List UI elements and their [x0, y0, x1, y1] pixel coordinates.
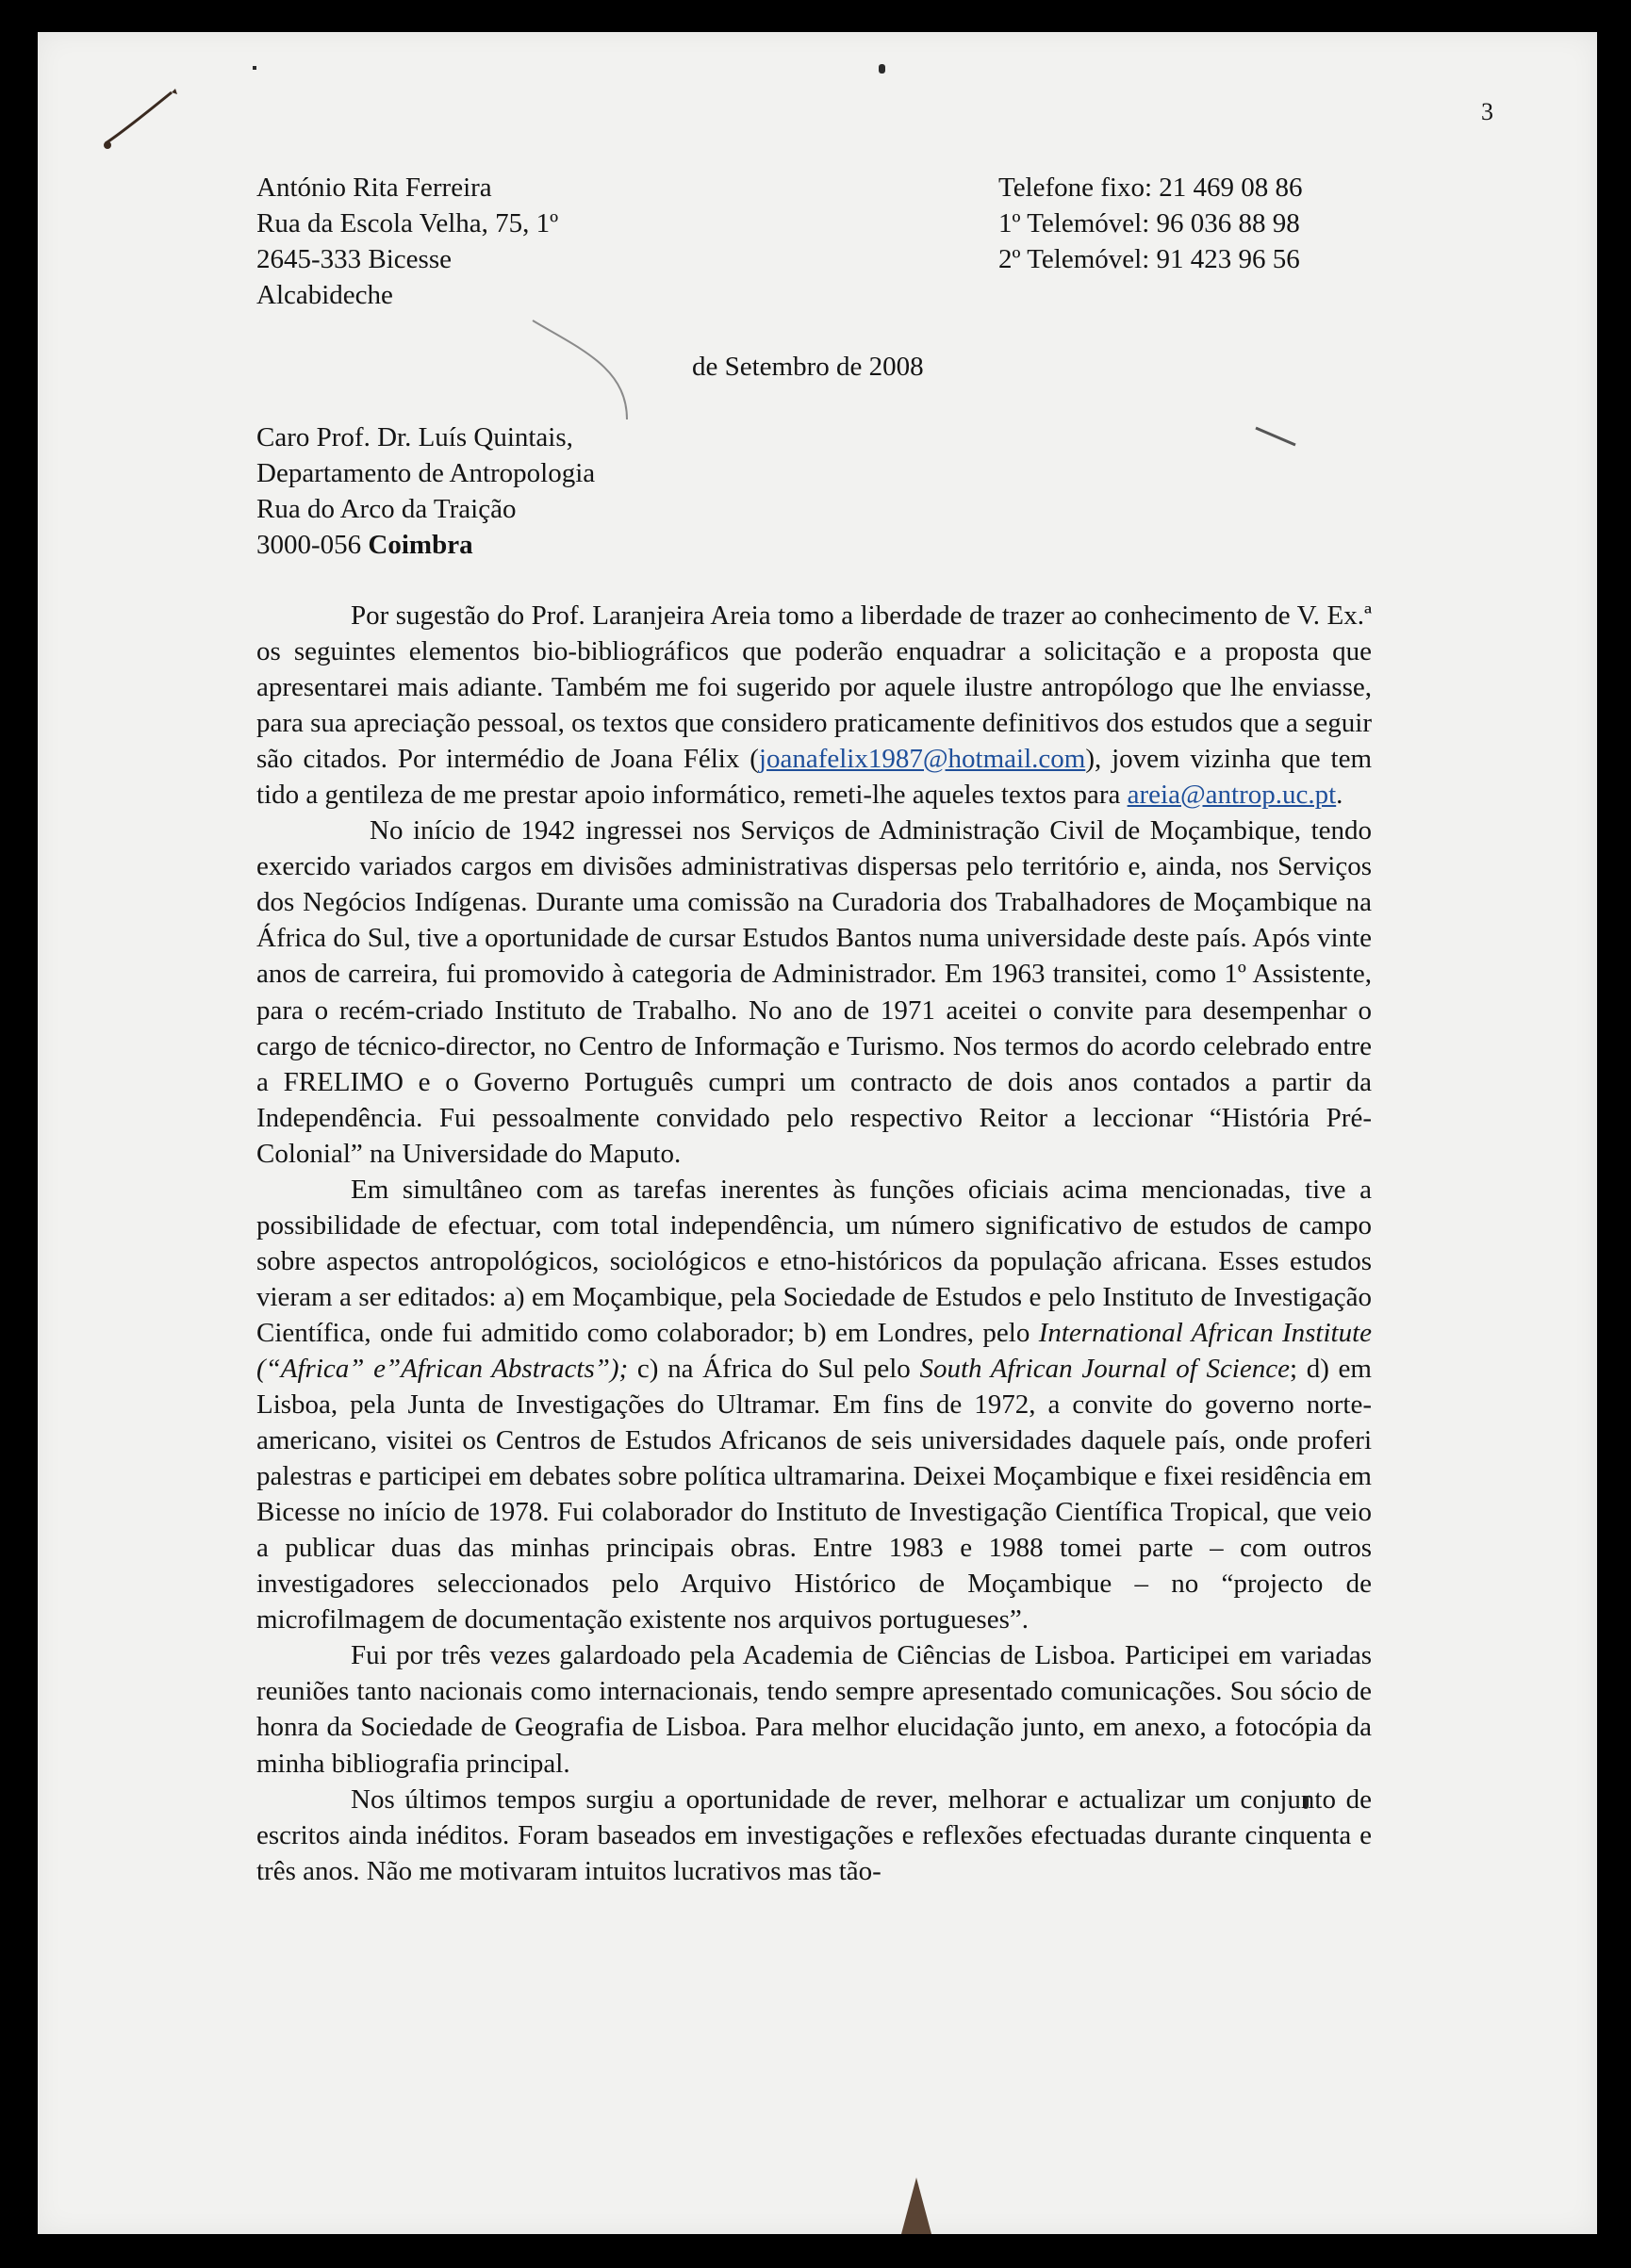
paragraph-career: No início de 1942 ingressei nos Serviços de Administração Civil de Moçambique, tendo exercido variados cargos em divisões administrativas dispersas pelo território e, ainda, nos Serviços dos Negócios Indígenas. Durante uma comissão na Curadoria dos Trabalhadores de Moçambique na África do Sul, tive a oportunidade de cursar Estudos Bantos numa universidade deste país. Após vinte anos de carreira, fui promovido à categoria de Administrador. Em 1963 transitei, como 1º Assistente, para o recém-criado Instituto de Trabalho. No ano de 1971 aceitei o convite para desempenhar o cargo de técnico-director, no Centro de Informação e Turismo. Nos termos do acordo celebrado entre a FRELIMO e o Governo Português cumpri um contracto de dois anos contados a partir da Independência. Fui pessoalmente convidado pelo respectivo Reitor a leccionar “História Pré-Colonial” na Universidade do Maputo.	[256, 815, 1372, 1169]
paragraph-studies-text-2: c) na África do Sul pelo	[628, 1353, 920, 1384]
email-link-areia[interactable]: areia@antrop.uc.pt	[1127, 780, 1337, 811]
paragraph-intro-text: Por sugestão do Prof. Laranjeira Areia tomo a liberdade de trazer ao conhecimento de V. Ex.ª os seguintes elementos bio-bibliográficos que poderão enquadrar a solicitação e a proposta que apresentarei mais adiante. Também me foi sugerido por aquele ilustre antropólogo que lhe enviasse, para sua apreciação pessoal, os textos que considero praticamente definitivos dos estudos que a seguir são citados. Por intermédio de Joana Félix (	[256, 600, 1372, 775]
recipient-city-line	[256, 527, 595, 563]
recipient-department: Departamento de Antropologia	[256, 458, 596, 488]
paragraph-studies-text: Em simultâneo com as tarefas inerentes às funções oficiais acima mencionadas, tive a possibilidade de efectuar, com total independência, um número significativo de estudos de campo sobre aspectos antropológicos, sociológicos e etno-históricos da população africana. Esses estudos vieram a ser editados: a) em Moçambique, pela Sociedade de Estudos e pelo Instituto de Investigação Científica, onde fui admitido como colaborador; b) em Londres, pelo	[256, 1174, 1372, 1348]
sender-street: Rua da Escola Velha, 75, 1º	[256, 208, 559, 238]
publisher-iai: International African Institute (“Africa” e”African Abstracts”);	[256, 1317, 1372, 1384]
phone-line: Telefone fixo: 21 469 08 86	[998, 173, 1303, 203]
paragraph-recent: Nos últimos tempos surgiu a oportunidade de rever, melhorar e actualizar um conjunto de escritos ainda inéditos. Foram baseados em investigações e reflexões efectuadas durante cinquenta e três anos. Não me motivaram intuitos lucrativos mas tão-	[256, 1783, 1372, 1886]
dust-speck	[879, 64, 885, 74]
paragraph-intro-end: .	[1336, 780, 1343, 811]
sender-locality: Alcabideche	[256, 280, 393, 310]
recipient-address	[256, 419, 595, 563]
pencil-curve-mark	[523, 311, 636, 424]
paragraph-studies-text-3: ; d) em Lisboa, pela Junta de Investigações do Ultramar. Em fins de 1972, a convite do governo norte-americano, visitei os Centros de Estudos Africanos de seis universidades daquele país, onde proferi palestras e participei em debates sobre política ultramarina. Deixei Moçambique e fixei residência em Bicesse no início de 1978. Fui colaborador do Instituto de Investigação Científica Tropical, que veio a publicar duas das minhas principais obras. Entre 1983 e 1988 tomei parte – com outros investigadores seleccionados pelo Arquivo Histórico de Moçambique – no “projecto de microfilmagem de documentação existente nos arquivos portugueses”.	[256, 1353, 1372, 1635]
page-number: 3	[1481, 98, 1493, 125]
sender-contacts	[998, 170, 1303, 277]
publisher-sajs: South African Journal of Science	[919, 1353, 1290, 1384]
recipient-salutation: Caro Prof. Dr. Luís Quintais,	[256, 422, 573, 452]
recipient-postal: 3000-056	[256, 530, 369, 560]
recipient-city: Coimbra	[368, 530, 473, 560]
paragraph-intro	[256, 598, 1372, 813]
torn-corner-mark	[890, 2159, 947, 2234]
dust-speck	[253, 66, 256, 70]
email-link-joana[interactable]: joanafelix1987@hotmail.com	[758, 744, 1086, 775]
paragraph-intro-text-2: ), jovem vizinha que tem tido a gentileza de me prestar apoio informático, remeti-lhe aqueles textos para	[256, 744, 1373, 811]
ink-stroke-mark	[94, 75, 198, 170]
paragraph-studies	[256, 1172, 1372, 1638]
sender-postal: 2645-333 Bicesse	[256, 244, 452, 274]
recipient-street: Rua do Arco da Traição	[256, 494, 517, 524]
mobile2-line: 2º Telemóvel: 91 423 96 56	[998, 244, 1300, 274]
pencil-tick-mark	[1254, 424, 1301, 452]
letter-body	[256, 598, 1372, 1889]
sender-name: António Rita Ferreira	[256, 173, 492, 203]
mobile1-line: 1º Telemóvel: 96 036 88 98	[998, 208, 1300, 238]
sender-address	[256, 170, 558, 313]
letter-date: de Setembro de 2008	[692, 352, 924, 382]
paragraph-awards: Fui por três vezes galardoado pela Academia de Ciências de Lisboa. Participei em variadas reuniões tanto nacionais como internacionais, tendo sempre apresentado comunicações. Sou sócio de honra da Sociedade de Geografia de Lisboa. Para melhor elucidação junto, em anexo, a fotocópia da minha bibliografia principal.	[256, 1640, 1372, 1779]
